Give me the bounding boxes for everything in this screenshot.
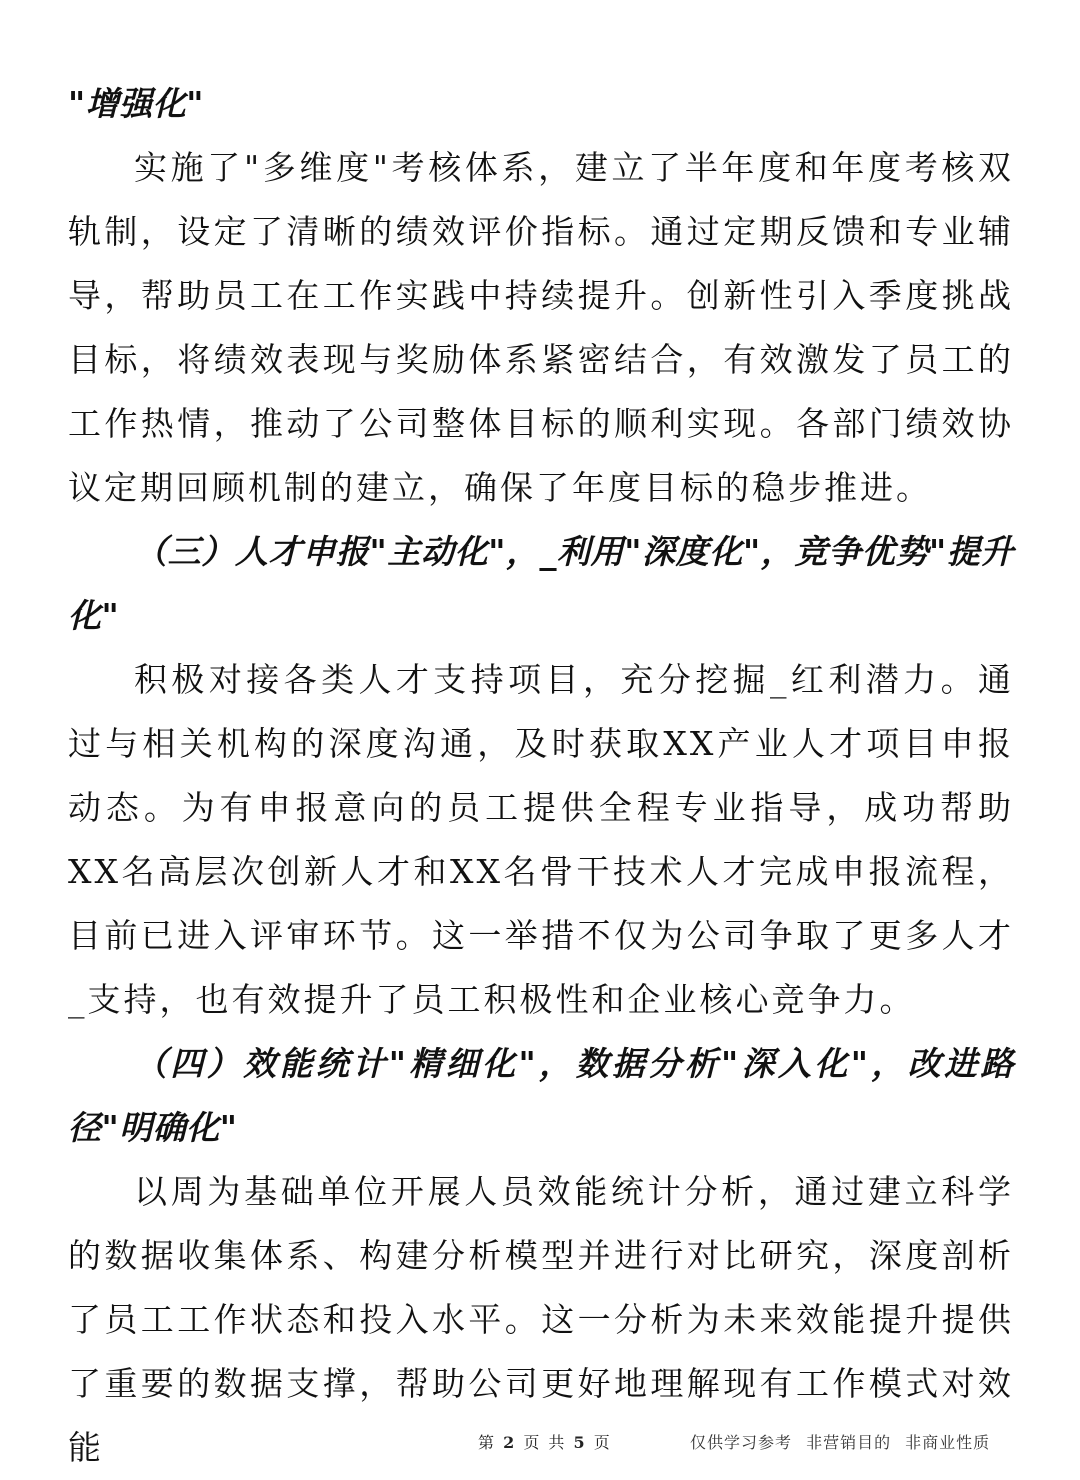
page-number	[478, 1430, 612, 1453]
total-pages: 5	[573, 1433, 587, 1452]
page-number-middle: 页 共	[523, 1433, 567, 1452]
body-paragraph-efficiency: 以周为基础单位开展人员效能统计分析，通过建立科学的数据收集体系、构建分析模型并进行对比研究，深度剖析了员工工作状态和投入水平。这一分析为未来效能提升提供了重要的数据支撑，帮助公司更好地理解现有工作模式对效能	[68, 1172, 1014, 1467]
page-number-prefix: 第	[478, 1433, 497, 1452]
current-page: 2	[503, 1433, 517, 1452]
document-page	[68, 72, 1014, 1480]
section-heading-continuation: "增强化"	[68, 84, 204, 123]
section-heading-4: （四）效能统计"精细化"，数据分析"深入化"，改进路径"明确化"	[68, 1044, 1014, 1147]
section-heading-3: （三）人才申报"主动化"，_利用"深度化"，竞争优势"提升化"	[68, 532, 1014, 635]
footer-disclaimer: 仅供学习参考 非营销目的 非商业性质	[690, 1433, 991, 1452]
body-paragraph-assessment: 实施了"多维度"考核体系，建立了半年度和年度考核双轨制，设定了清晰的绩效评价指标。通过定期反馈和专业辅导，帮助员工在工作实践中持续提升。创新性引入季度挑战目标，将绩效表现与奖励体系紧密结合，有效激发了员工的工作热情，推动了公司整体目标的顺利实现。各部门绩效协议定期回顾机制的建立，确保了年度目标的稳步推进。	[68, 148, 1014, 507]
body-paragraph-talent: 积极对接各类人才支持项目，充分挖掘_红利潜力。通过与相关机构的深度沟通，及时获取XX产业人才项目申报动态。为有申报意向的员工提供全程专业指导，成功帮助XX名高层次创新人才和XX名骨干技术人才完成申报流程，目前已进入评审环节。这一举措不仅为公司争取了更多人才_支持，也有效提升了员工积极性和企业核心竞争力。	[68, 660, 1014, 1019]
page-number-suffix: 页	[593, 1433, 612, 1452]
page-footer	[0, 1430, 1080, 1454]
